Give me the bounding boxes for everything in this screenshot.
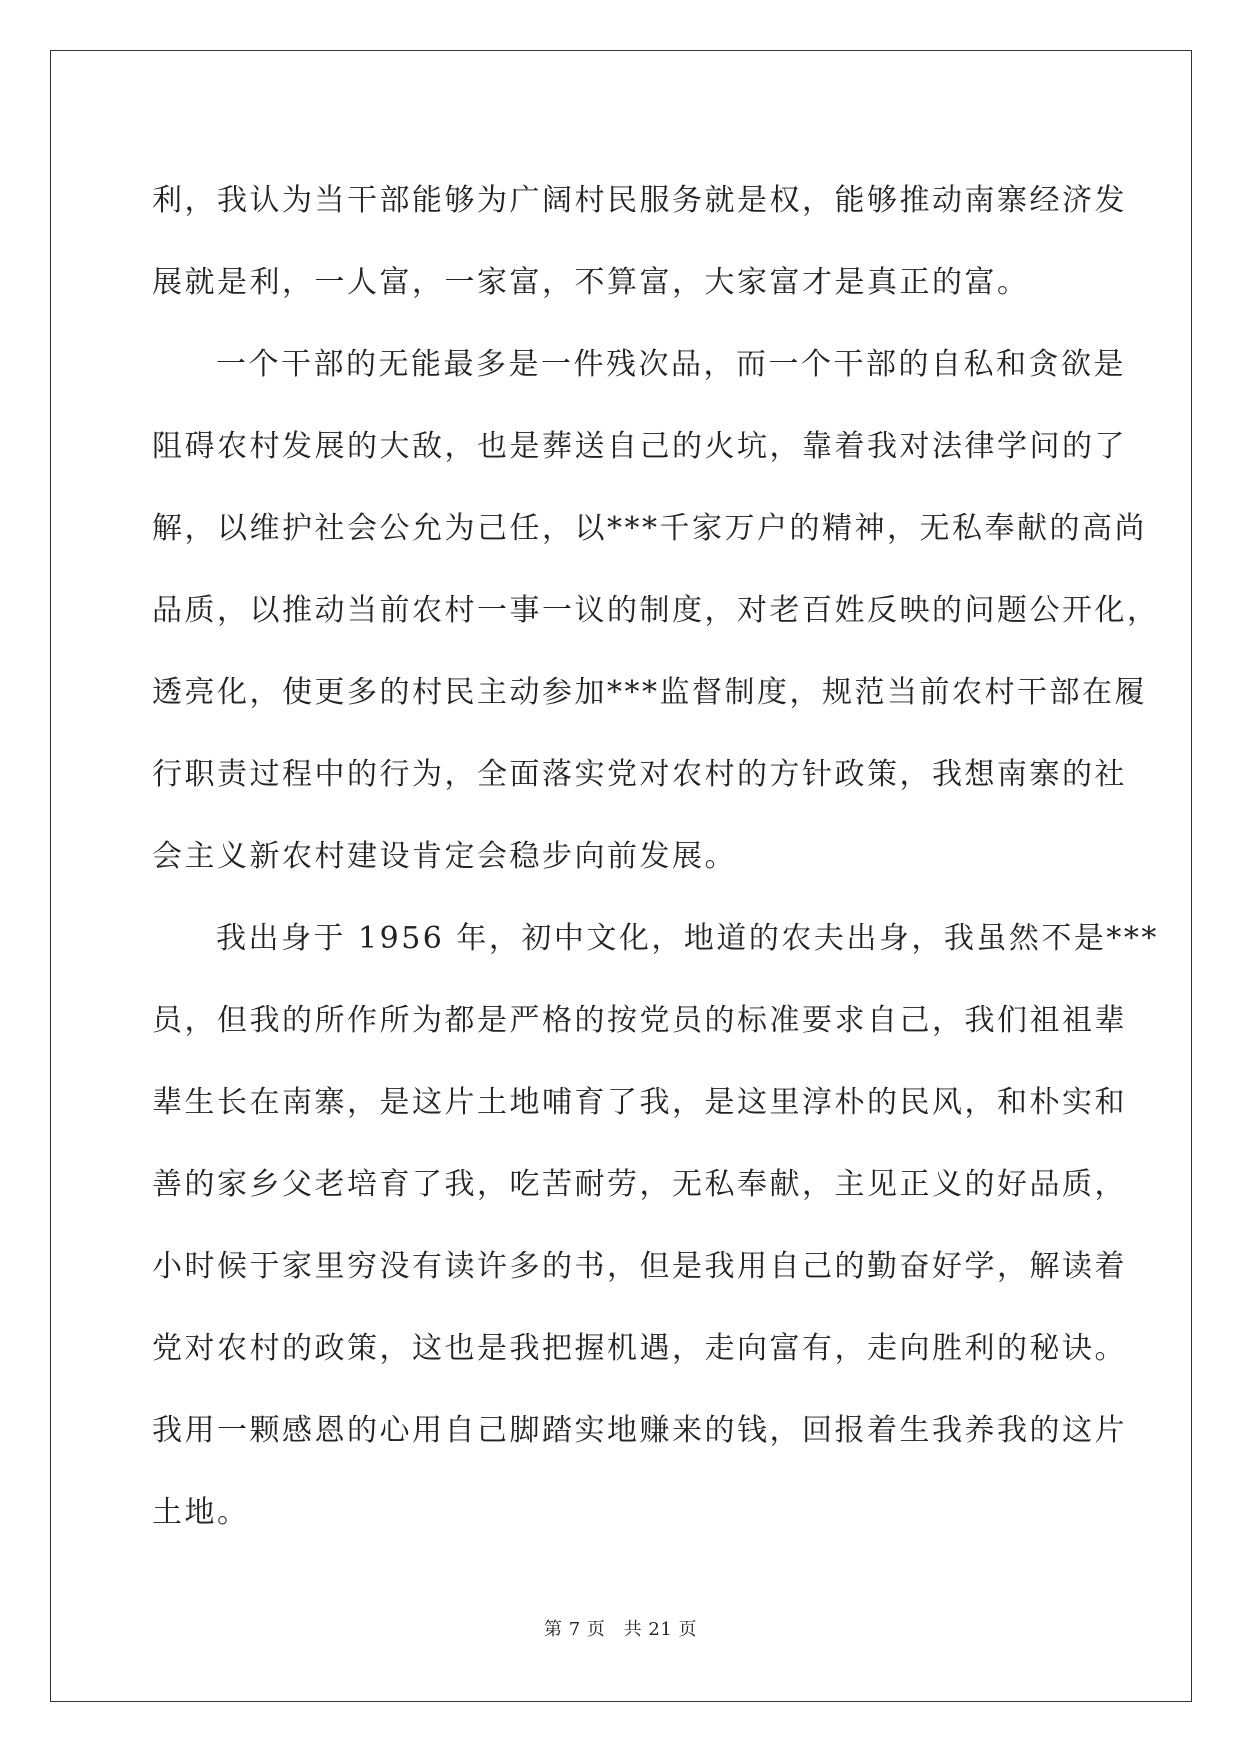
text-line: 阻碍农村发展的大敌，也是葬送自己的火坑，靠着我对法律学问的了: [152, 429, 1127, 464]
text-line: 员，但我的所作所为都是严格的按党员的标准要求自己，我们祖祖辈: [152, 1003, 1127, 1038]
text-line: 解，以维护社会公允为己任，以***千家万户的精神，无私奉献的高尚: [152, 511, 1147, 546]
text-line: 我出身于 1956 年，初中文化，地道的农夫出身，我虽然不是***: [216, 921, 1159, 956]
text-line: 会主义新农村建设肯定会稳步向前发展。: [152, 839, 737, 874]
paragraph-3: [152, 898, 1159, 1554]
text-line: 辈生长在南寨，是这片土地哺育了我，是这里淳朴的民风，和朴实和: [152, 1085, 1127, 1120]
text-line: 土地。: [152, 1495, 250, 1530]
page-total: 共 21 页: [623, 1619, 697, 1640]
text-line: 行职责过程中的行为，全面落实党对农村的方针政策，我想南寨的社: [152, 757, 1127, 792]
text-line: 透亮化，使更多的村民主动参加***监督制度，规范当前农村干部在履: [152, 675, 1147, 710]
text-line: 善的家乡父老培育了我，吃苦耐劳，无私奉献，主见正义的好品质，: [152, 1167, 1127, 1202]
text-line: 展就是利，一人富，一家富，不算富，大家富才是真正的富。: [152, 265, 1030, 300]
text-line: 利，我认为当干部能够为广阔村民服务就是权，能够推动南寨经济发: [152, 183, 1127, 218]
document-body: [152, 160, 1160, 1554]
text-line: 党对农村的政策，这也是我把握机遇，走向富有，走向胜利的秘诀。: [152, 1331, 1127, 1366]
text-line: 我用一颗感恩的心用自己脚踏实地赚来的钱，回报着生我养我的这片: [152, 1413, 1127, 1448]
text-line: 小时候于家里穷没有读许多的书，但是我用自己的勤奋好学，解读着: [152, 1249, 1127, 1284]
paragraph-1: [152, 160, 1127, 324]
page-number: 第 7 页: [544, 1619, 606, 1640]
paragraph-2: [152, 324, 1160, 898]
text-line: 一个干部的无能最多是一件残次品，而一个干部的自私和贪欲是: [216, 347, 1126, 382]
text-line: 品质，以推动当前农村一事一议的制度，对老百姓反映的问题公开化，: [152, 593, 1160, 628]
page-footer: [0, 1615, 1241, 1641]
